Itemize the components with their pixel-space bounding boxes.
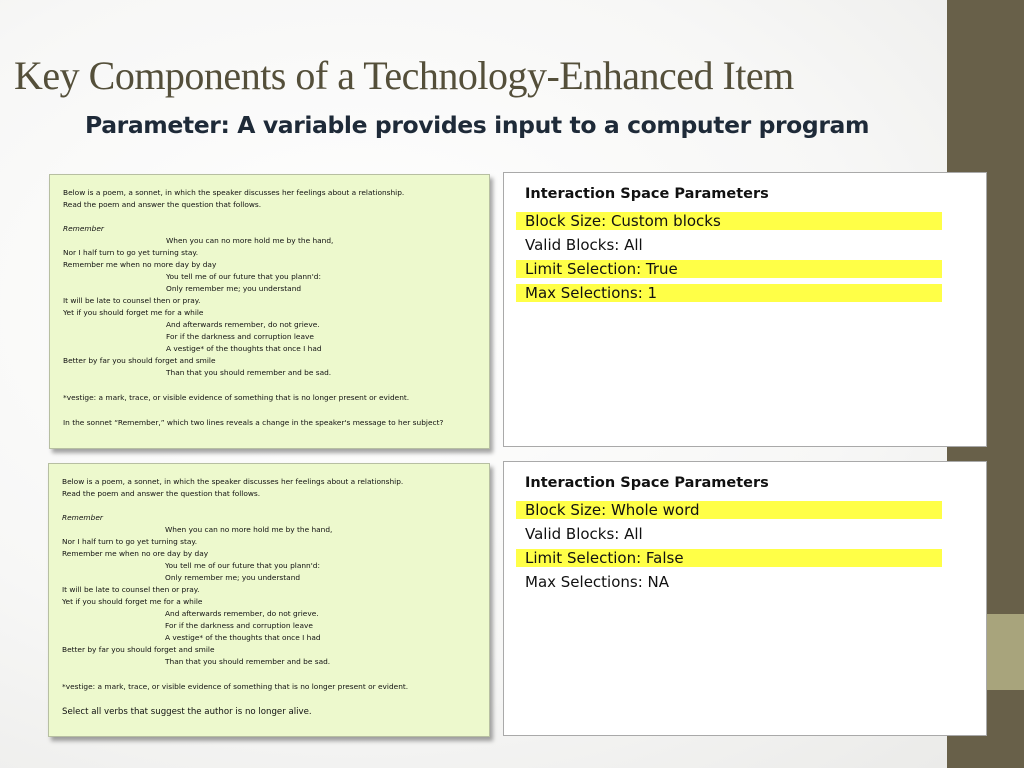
poem-line: Better by far you should forget and smile bbox=[62, 645, 215, 654]
item-intro-line: Read the poem and answer the question that follows. bbox=[62, 489, 261, 498]
poem-line: For if the darkness and corruption leave bbox=[165, 621, 313, 630]
slide-subtitle: Parameter: A variable provides input to a computer program bbox=[85, 111, 870, 139]
parameter-row-valid-blocks: Valid Blocks: All bbox=[525, 525, 643, 543]
poem-line: And afterwards remember, do not grieve. bbox=[166, 320, 320, 329]
parameters-heading: Interaction Space Parameters bbox=[525, 475, 769, 491]
poem-line: Than that you should remember and be sad. bbox=[165, 657, 331, 666]
poem-line: Only remember me; you understand bbox=[166, 284, 302, 293]
parameter-row-max-selections: Max Selections: 1 bbox=[516, 284, 942, 302]
item-intro-line: Below is a poem, a sonnet, in which the speaker discusses her feelings about a relationship. bbox=[62, 477, 404, 486]
poem-line: When you can no more hold me by the hand, bbox=[165, 525, 333, 534]
poem-line: Nor I half turn to go yet turning stay. bbox=[63, 248, 199, 257]
poem-title: Remember bbox=[62, 513, 103, 522]
poem-line: For if the darkness and corruption leave bbox=[166, 332, 314, 341]
poem-line: Yet if you should forget me for a while bbox=[63, 308, 204, 317]
parameter-row-max-selections: Max Selections: NA bbox=[525, 573, 670, 591]
poem-line: A vestige* of the thoughts that once I had bbox=[165, 633, 321, 642]
item-footnote: *vestige: a mark, trace, or visible evidence of something that is no longer present or evident. bbox=[62, 682, 409, 691]
parameters-panel-1 bbox=[503, 172, 987, 447]
poem-line: And afterwards remember, do not grieve. bbox=[165, 609, 319, 618]
poem-line: You tell me of our future that you plann'd: bbox=[166, 272, 321, 281]
poem-line: It will be late to counsel then or pray. bbox=[63, 296, 201, 305]
poem-line: When you can no more hold me by the hand, bbox=[166, 236, 334, 245]
slide-title: Key Components of a Technology-Enhanced Item bbox=[14, 53, 794, 98]
poem-line: Only remember me; you understand bbox=[165, 573, 301, 582]
poem-line: Yet if you should forget me for a while bbox=[62, 597, 203, 606]
parameter-row-block-size: Block Size: Custom blocks bbox=[516, 212, 942, 230]
poem-line: You tell me of our future that you plann'd: bbox=[165, 561, 320, 570]
poem-line: Remember me when no more day by day bbox=[63, 260, 217, 269]
item-footnote: *vestige: a mark, trace, or visible evidence of something that is no longer present or evident. bbox=[63, 393, 410, 402]
poem-line: A vestige* of the thoughts that once I had bbox=[166, 344, 322, 353]
parameters-heading: Interaction Space Parameters bbox=[525, 186, 769, 202]
item-intro-line: Read the poem and answer the question that follows. bbox=[63, 200, 262, 209]
poem-line: It will be late to counsel then or pray. bbox=[62, 585, 200, 594]
parameter-row-limit-selection: Limit Selection: True bbox=[516, 260, 942, 278]
parameter-row-block-size: Block Size: Whole word bbox=[516, 501, 942, 519]
parameter-row-limit-selection: Limit Selection: False bbox=[516, 549, 942, 567]
item-preview-1 bbox=[49, 174, 490, 449]
poem-line: Than that you should remember and be sad. bbox=[166, 368, 332, 377]
poem-line: Nor I half turn to go yet turning stay. bbox=[62, 537, 198, 546]
item-intro-line: Below is a poem, a sonnet, in which the speaker discusses her feelings about a relationship. bbox=[63, 188, 405, 197]
parameter-row-valid-blocks: Valid Blocks: All bbox=[525, 236, 643, 254]
poem-title: Remember bbox=[63, 224, 104, 233]
item-question: Select all verbs that suggest the author is no longer alive. bbox=[62, 707, 312, 717]
poem-line: Better by far you should forget and smile bbox=[63, 356, 216, 365]
poem-line: Remember me when no ore day by day bbox=[62, 549, 209, 558]
parameters-panel-2 bbox=[503, 461, 987, 736]
item-question: In the sonnet “Remember,” which two lines reveals a change in the speaker's message to her subject? bbox=[63, 418, 444, 427]
item-preview-2 bbox=[48, 463, 490, 737]
